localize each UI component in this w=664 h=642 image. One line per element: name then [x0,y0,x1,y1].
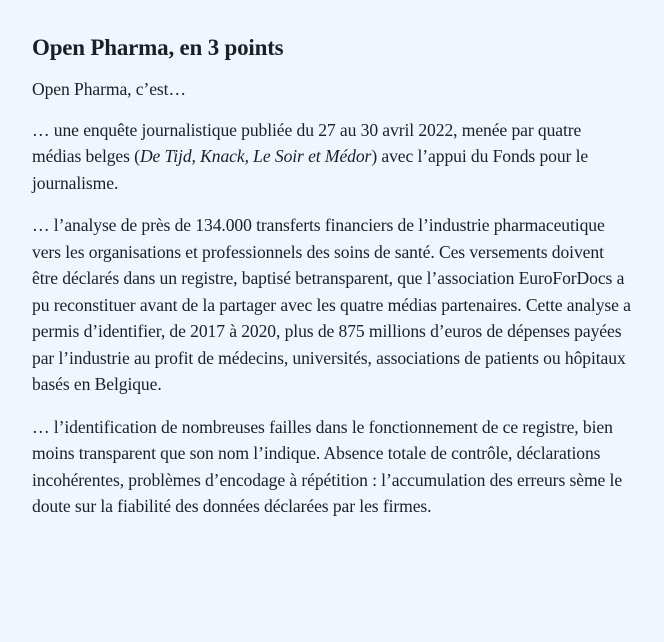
media-names: De Tijd, Knack, Le Soir et Médor [139,146,372,166]
point-2: … l’analyse de près de 134.000 transferts financiers de l’industrie pharmaceutique vers les organisations et professionnels des soins de santé. Ces versements doivent être déclarés dans un registre, baptisé betransparent, que l’association EuroForDocs a pu reconstituer avant de la partager avec les quatre médias partenaires. Cette analyse a permis d’identifier, de 2017 à 2020, plus de 875 millions d’euros de dépenses payées par l’industrie au profit de médecins, universités, associations de patients ou hôpitaux basés en Belgique. [32,215,631,394]
point-1 [32,117,632,197]
intro-text: Open Pharma, c’est… [32,79,186,99]
box-title: Open Pharma, en 3 points [32,35,284,60]
point-1-text-after: ) avec l’appui du Fonds pour le journalisme. [32,146,589,193]
point-1-text-before: … une enquête journalistique publiée du 27 au 30 avril 2022, menée par quatre médias belges ( [32,119,582,166]
point-3: … l’identification de nombreuses failles dans le fonctionnement de ce registre, bien moins transparent que son nom l’indique. Absence totale de contrôle, déclarations incohérentes, problèmes d’encodage à répétition : l’accumulation des erreurs sème le doute sur la fiabilité des données déclarées par les firmes. [32,416,623,516]
